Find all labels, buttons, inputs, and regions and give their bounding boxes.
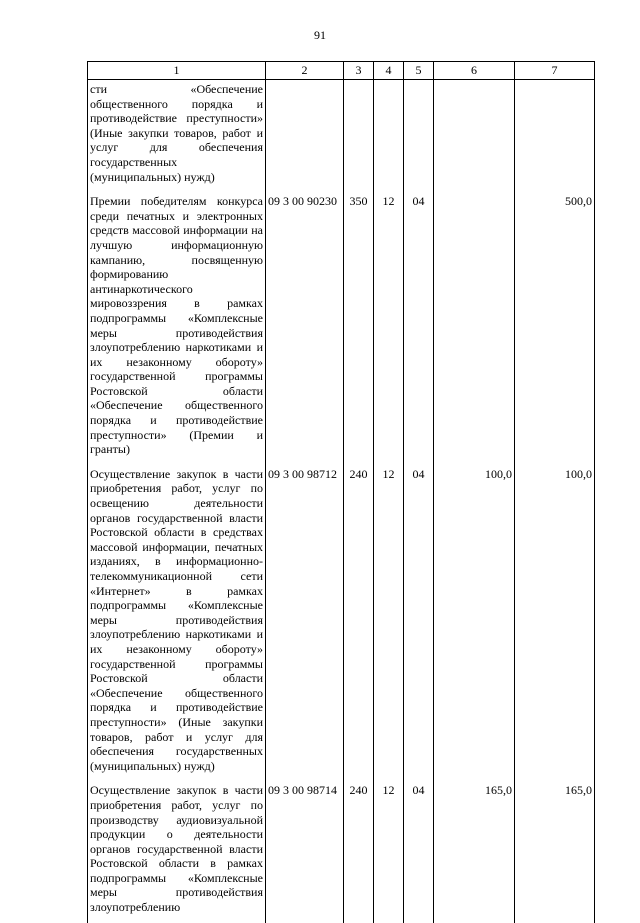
column-header-7: 7	[515, 62, 595, 80]
row-col7: 500,0	[515, 192, 595, 465]
row-code: 09 3 00 98714	[266, 781, 344, 922]
row-description: сти «Обеспечение общественного порядка и противодействие преступности» (Иные закупки товаров, работ и услуг для обеспечения государственных (муниципальных) нужд)	[88, 80, 266, 193]
row-rz	[374, 80, 404, 193]
row-rz: 12	[374, 781, 404, 922]
row-pr: 04	[404, 192, 434, 465]
row-col6: 100,0	[434, 465, 515, 781]
row-rz: 12	[374, 192, 404, 465]
table-row	[88, 465, 595, 781]
row-pr: 04	[404, 465, 434, 781]
row-code: 09 3 00 98712	[266, 465, 344, 781]
row-pr	[404, 80, 434, 193]
column-header-1: 1	[88, 62, 266, 80]
row-code: 09 3 00 90230	[266, 192, 344, 465]
row-code	[266, 80, 344, 193]
row-vr: 240	[344, 465, 374, 781]
row-col6	[434, 192, 515, 465]
column-header-4: 4	[374, 62, 404, 80]
row-description: Премии победителям конкурса среди печатных и электронных средств массовой информации на лучшую информационную кампанию, посвященную формированию антинаркотического мировоззрения в рамках подпрограммы «Комплексные меры противодействия злоупотреблению наркотиками и их незаконному обороту» государственной программы Ростовской области «Обеспечение общественного порядка и противодействие преступности» (Премии и гранты)	[88, 192, 266, 465]
row-rz: 12	[374, 465, 404, 781]
header-row	[88, 62, 595, 80]
row-col7	[515, 80, 595, 193]
row-col6	[434, 80, 515, 193]
row-pr: 04	[404, 781, 434, 922]
row-description: Осуществление закупок в части приобретения работ, услуг по освещению деятельности органов государственной власти Ростовской области в средствах массовой информации, печатных изданиях, в информационно-телекоммуникационной сети «Интернет» в рамках подпрограммы «Комплексные меры противодействия злоупотреблению наркотиками и их незаконному обороту» государственной программы Ростовской области «Обеспечение общественного порядка и противодействие преступности» (Иные закупки товаров, работ и услуг для обеспечения государственных (муниципальных) нужд)	[88, 465, 266, 781]
column-header-2: 2	[266, 62, 344, 80]
row-vr	[344, 80, 374, 193]
table-row	[88, 781, 595, 922]
row-col6: 165,0	[434, 781, 515, 922]
column-header-3: 3	[344, 62, 374, 80]
table-row	[88, 80, 595, 193]
row-col7: 100,0	[515, 465, 595, 781]
budget-table	[87, 61, 595, 923]
row-description: Осуществление закупок в части приобретения работ, услуг по производству аудиовизуальной продукции о деятельности органов государственной власти Ростовской области в рамках подпрограммы «Комплексные меры противодействия злоупотреблению	[88, 781, 266, 922]
page-number: 91	[314, 28, 326, 42]
row-vr: 350	[344, 192, 374, 465]
column-header-5: 5	[404, 62, 434, 80]
row-col7: 165,0	[515, 781, 595, 922]
row-vr: 240	[344, 781, 374, 922]
table-row	[88, 192, 595, 465]
column-header-6: 6	[434, 62, 515, 80]
